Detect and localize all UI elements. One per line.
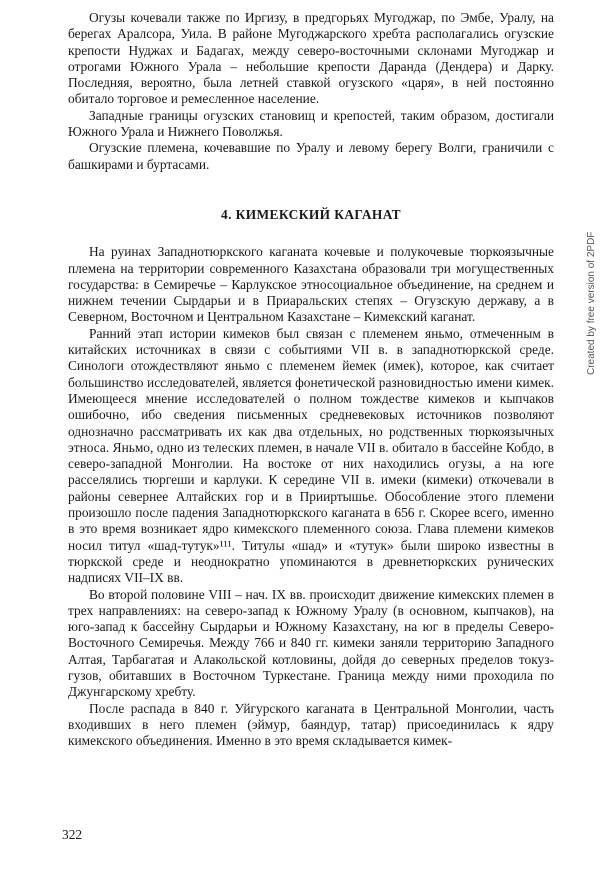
paragraph: Огузские племена, кочевавшие по Уралу и левому берегу Волги, граничили с башкирами и буртасами. [68,140,554,172]
paragraph: Во второй половине VIII – нач. IX вв. происходит движение кимекских племен в трех направлениях: на северо-запад к Южному Уралу (в основном, кыпчаков), на юго-запад к бассейну Сырдарьи и Южному Казахстану, на юг в пределы Северо-Восточного Семиречья. Между 766 и 840 гг. кимеки заняли территорию Западного Алтая, Тарбагатая и Алакольской котловины, дойдя до северных пределов токуз-гузов, обитавших в Восточном Туркестане. Граница между ними проходила по Джунгарскому хребту. [68,586,554,700]
paragraph: Западные границы огузских становищ и крепостей, таким образом, достигали Южного Урала и Нижнего Поволжья. [68,107,554,140]
watermark: Created by free version of 2PDF [586,231,597,375]
paragraph: Ранний этап истории кимеков был связан с племенем яньмо, отмеченным в китайских источниках в связи с событиями VII в. в западнотюркской среде. Синологи отождествляют яньмо с племенем йемек (имек), которое, как считает большинство исследователей, является фонетической разновидностью имени кимек. Имеющееся мнение исследователей о полном тождестве кимеков и кыпчаков ошибочно, ибо сведения письменных средневековых источников позволяют однозначно рассматривать их как два отдельных, но родственных тюркоязычных этноса. Яньмо, одно из телеских племен, в начале VII в. обитало в бассейне Кобдо, в северо-западной Монголии. На востоке от них находились огузы, а на юге расселялись тюргеши и карлуки. К середине VII в. имеки (кимеки) откочевали в районы севернее Алтайских гор и в Прииртышье. Обособление этого племени произошло после падения Западнотюркского каганата в 656 г. Скорее всего, именно в это время возникает ядро кимекского племенного союза. Глава племени кимеков носил титул «шад-тутук»¹¹¹. Титулы «шад» и «тутук» были широко известны в тюркской среде и неоднократно упоминаются в древнетюркских рунических надписях VII–IX вв. [68,325,554,586]
paragraph: После распада в 840 г. Уйгурского каганата в Центральной Монголии, часть входивших в него племен (эймур, баяндур, татар) присоединилась к ядру кимекского объединения. Именно в это время складывается кимек- [68,700,554,749]
paragraph: Огузы кочевали также по Иргизу, в предгорьях Мугоджар, по Эмбе, Уралу, на берегах Аралсора, Уила. В районе Мугоджарского хребта располагались огузские крепости Нуджах и Бадагах, между северо-восточными склонами Мугоджар и отрогами Южного Урала – небольшие крепости Даранда (Дендера) и Дарку. Последняя, вероятно, была летней ставкой огузского «царя», в ней постоянно обитало торговое и ремесленное население. [68,10,554,107]
section-heading: 4. КИМЕКСКИЙ КАГАНАТ [221,206,401,222]
page-number: 322 [62,827,83,842]
page-body [68,10,554,749]
paragraph: На руинах Западнотюркского каганата кочевые и полукочевые тюркоязычные племена на территории современного Казахстана образовали три могущественных государства: в Семиречье – Карлукское этносоциальное объединение, на среднем и нижнем течении Сырдарьи и в Приаральских степях – Огузскую державу, а в Северном, Восточном и Центральном Казахстане – Кимекский каганат. [68,244,554,325]
